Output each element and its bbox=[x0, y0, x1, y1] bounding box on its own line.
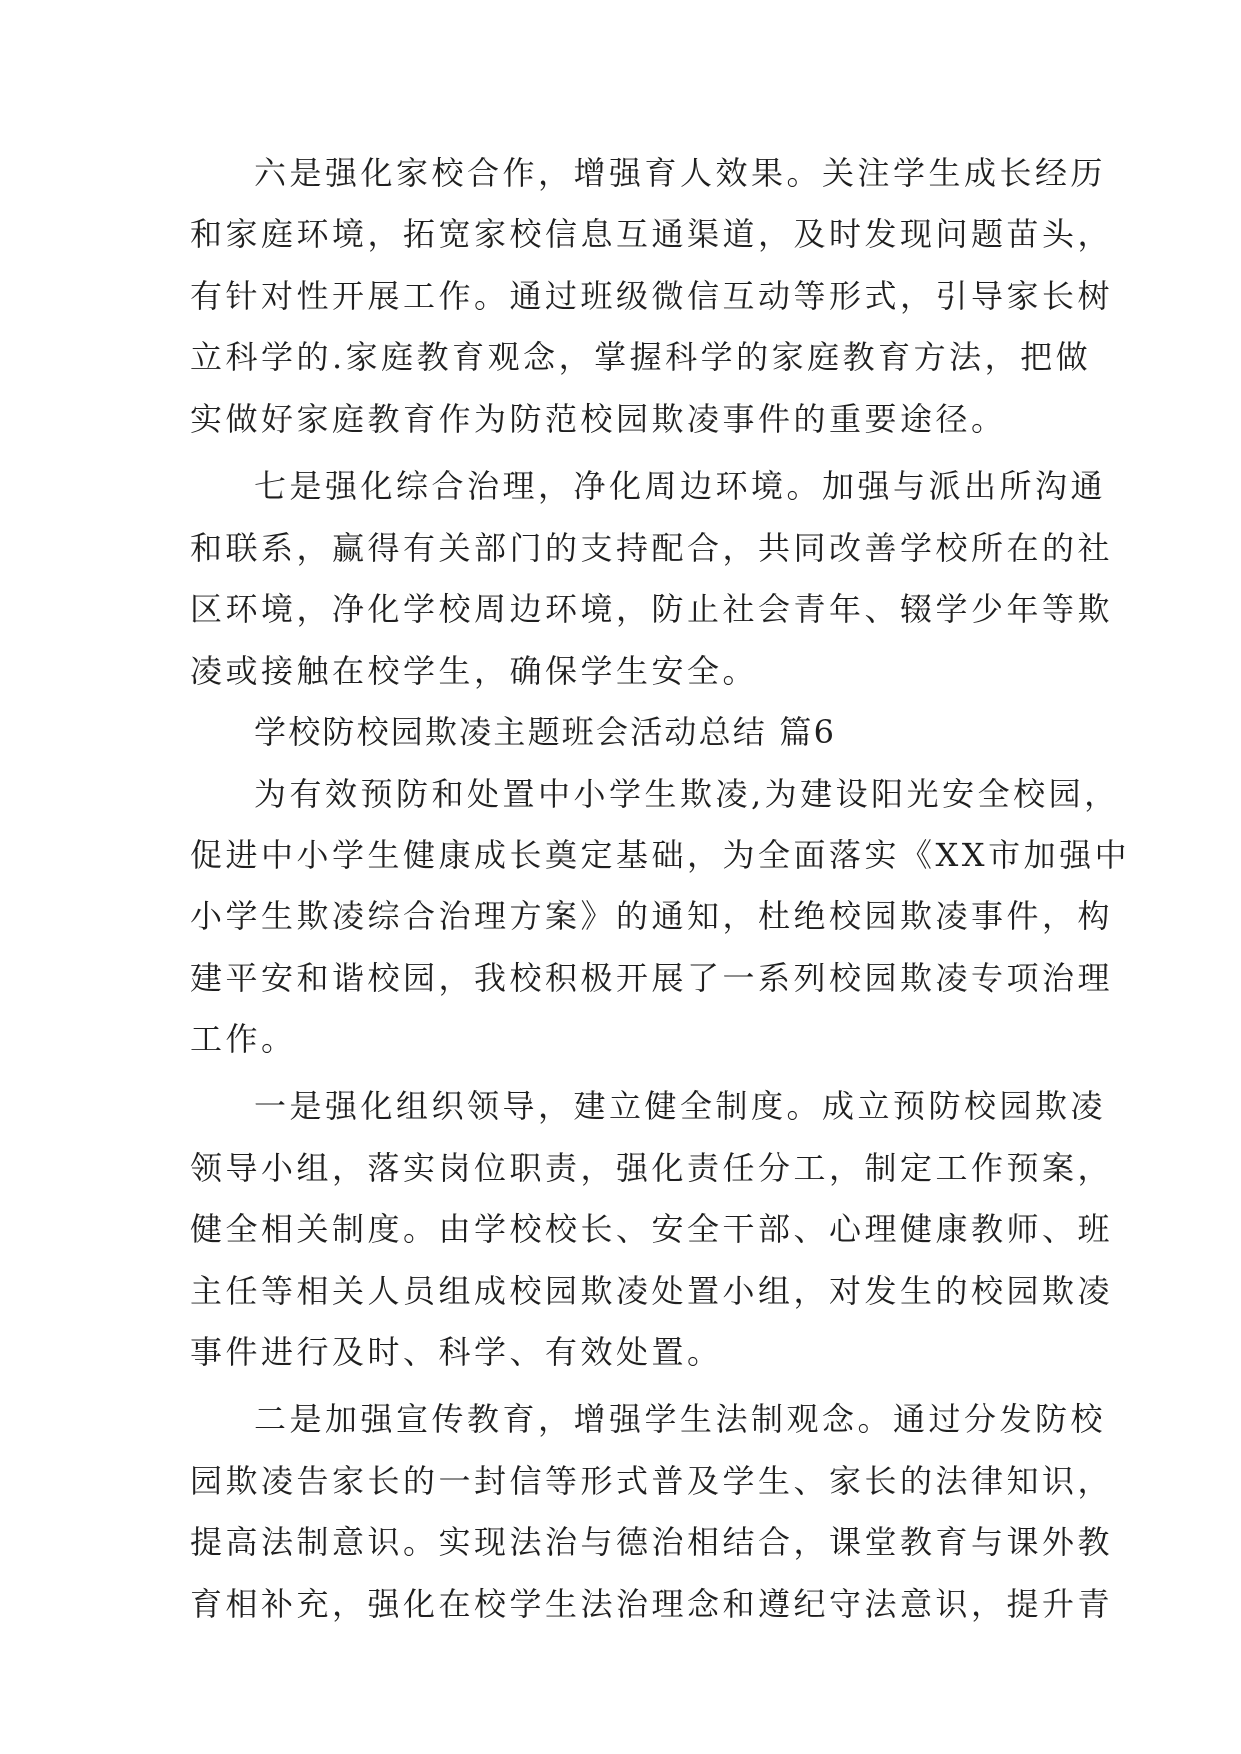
text-line: 区环境，净化学校周边环境，防止社会青年、辍学少年等欺 bbox=[190, 590, 1114, 628]
text-line: 六是强化家校合作，增强育人效果。关注学生成长经历 bbox=[254, 154, 1107, 192]
text-line: 促进中小学生健康成长奠定基础，为全面落实《XX市加强中 bbox=[190, 836, 1131, 874]
text-line: 凌或接触在校学生，确保学生安全。 bbox=[190, 652, 759, 690]
text-line: 实做好家庭教育作为防范校园欺凌事件的重要途径。 bbox=[190, 400, 1007, 438]
text-line: 主任等相关人员组成校园欺凌处置小组，对发生的校园欺凌 bbox=[190, 1272, 1114, 1310]
text-line: 事件进行及时、科学、有效处置。 bbox=[190, 1333, 723, 1371]
text-line: 为有效预防和处置中小学生欺凌,为建设阳光安全校园， bbox=[254, 775, 1120, 813]
text-line: 小学生欺凌综合治理方案》的通知，杜绝校园欺凌事件，构 bbox=[190, 897, 1114, 935]
text-line: 育相补充，强化在校学生法治理念和遵纪守法意识，提升青 bbox=[190, 1585, 1114, 1623]
text-line: 一是强化组织领导，建立健全制度。成立预防校园欺凌 bbox=[254, 1087, 1107, 1125]
text-line: 立科学的.家庭教育观念，掌握科学的家庭教育方法，把做 bbox=[190, 338, 1092, 376]
text-line: 提高法制意识。实现法治与德治相结合，课堂教育与课外教 bbox=[190, 1523, 1114, 1561]
text-line: 园欺凌告家长的一封信等形式普及学生、家长的法律知识， bbox=[190, 1462, 1114, 1500]
text-line: 有针对性开展工作。通过班级微信互动等形式，引导家长树 bbox=[190, 277, 1114, 315]
text-line: 和联系，赢得有关部门的支持配合，共同改善学校所在的社 bbox=[190, 529, 1114, 567]
text-line: 健全相关制度。由学校校长、安全干部、心理健康教师、班 bbox=[190, 1210, 1114, 1248]
text-line: 工作。 bbox=[190, 1020, 297, 1058]
text-line: 七是强化综合治理，净化周边环境。加强与派出所沟通 bbox=[254, 467, 1107, 505]
text-line: 建平安和谐校园，我校积极开展了一系列校园欺凌专项治理 bbox=[190, 959, 1114, 997]
text-line: 领导小组，落实岗位职责，强化责任分工，制定工作预案， bbox=[190, 1149, 1114, 1187]
section-heading: 学校防校园欺凌主题班会活动总结 篇6 bbox=[254, 713, 837, 751]
text-line: 和家庭环境，拓宽家校信息互通渠道，及时发现问题苗头， bbox=[190, 215, 1114, 253]
text-line: 二是加强宣传教育，增强学生法制观念。通过分发防校 bbox=[254, 1400, 1107, 1438]
